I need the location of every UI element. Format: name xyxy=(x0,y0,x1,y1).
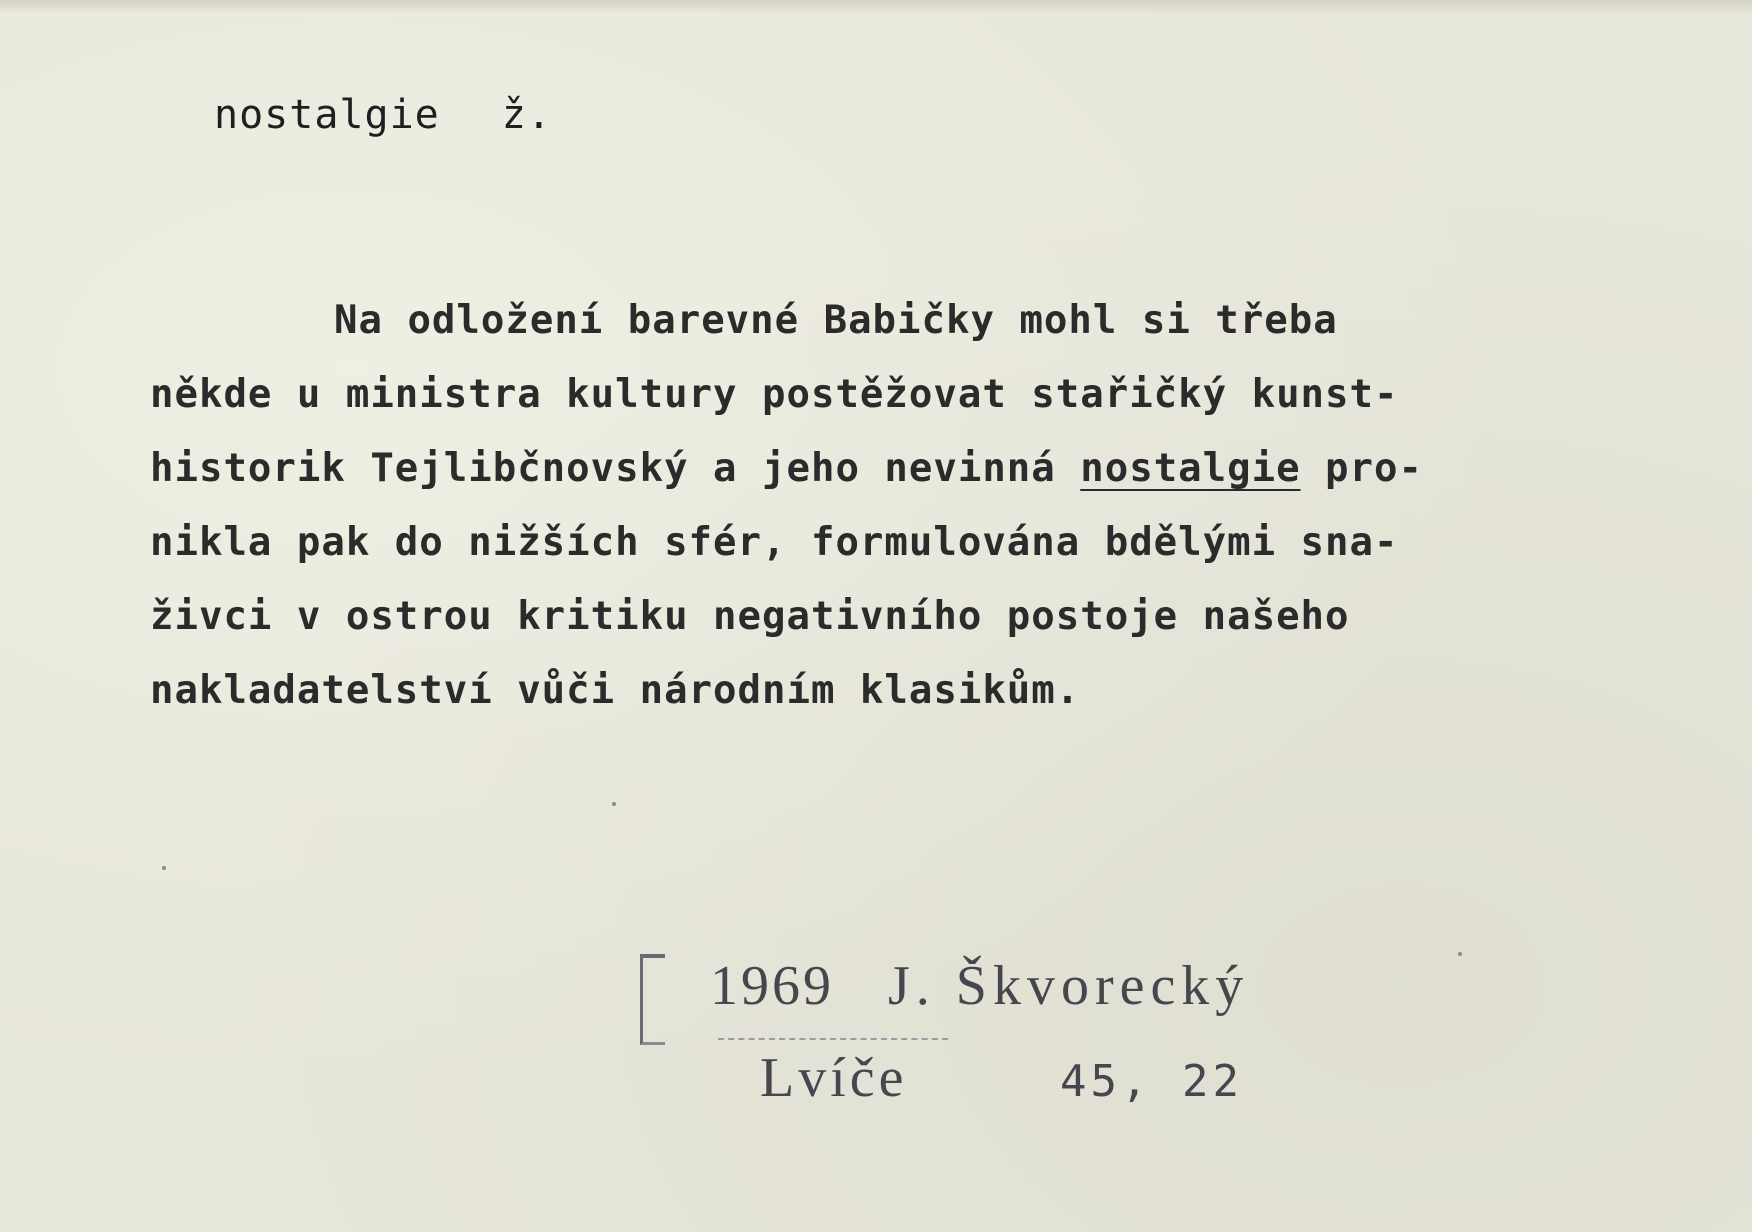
headword: nostalgie xyxy=(214,92,440,138)
stamp-page-ref: 45, 22 xyxy=(1060,1056,1243,1107)
stamp-year: 1969 xyxy=(710,955,834,1017)
citation-line-5: živci v ostrou kritiku negativního postoje našeho xyxy=(150,594,1350,639)
headword-line xyxy=(214,92,552,138)
source-stamp xyxy=(640,940,1360,1120)
stamp-source: Lvíče xyxy=(760,1047,908,1109)
citation-line-3 xyxy=(150,432,1710,506)
card-top-edge xyxy=(0,0,1752,14)
gender-marker: ž. xyxy=(501,92,552,138)
citation-line-1: Na odložení barevné Babičky mohl si třeba xyxy=(334,298,1338,343)
citation-line-6: nakladatelství vůči národním klasikům. xyxy=(150,668,1081,713)
citation-line-3-end: pro- xyxy=(1300,446,1423,491)
underlined-headword: nostalgie xyxy=(1080,446,1301,491)
stamp-line-2 xyxy=(760,1046,1243,1110)
paper-speck xyxy=(1458,952,1462,956)
citation-line-3-start: historik Tejlibčnovský a jeho nevinná xyxy=(150,446,1081,491)
paper-speck xyxy=(612,802,616,806)
stamp-author: J. Škvorecký xyxy=(888,955,1250,1017)
stamp-bracket xyxy=(640,954,665,1045)
citation-line-4: nikla pak do nižších sfér, formulována bdělými sna- xyxy=(150,520,1399,565)
stamp-rule xyxy=(718,1038,948,1040)
stamp-line-1 xyxy=(710,954,1249,1018)
citation-text xyxy=(150,284,1710,728)
citation-line-2: někde u ministra kultury postěžovat stařičký kunst- xyxy=(150,372,1399,417)
paper-speck xyxy=(162,866,166,870)
